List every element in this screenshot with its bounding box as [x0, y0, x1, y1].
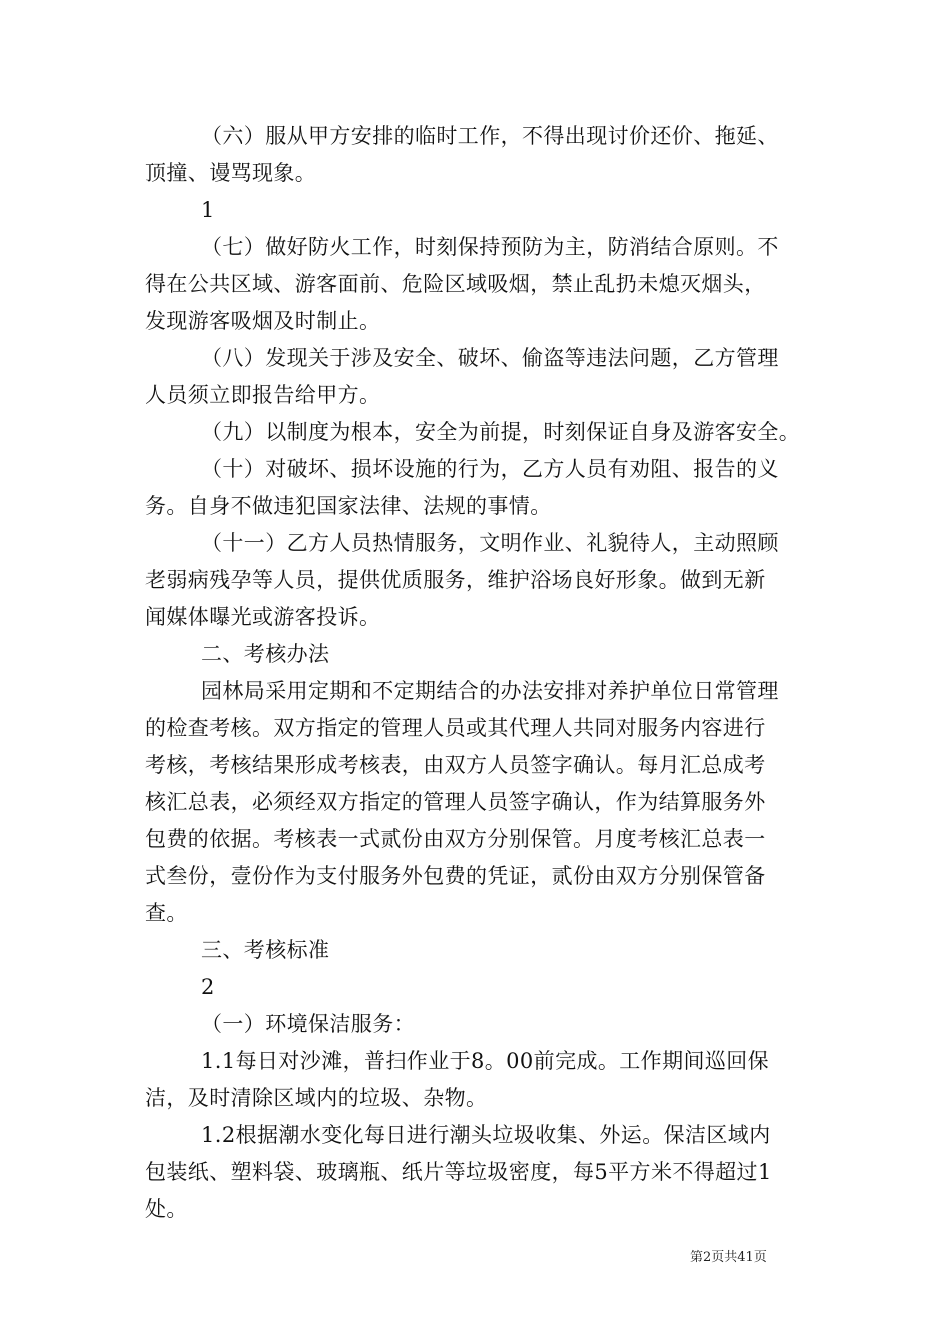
paragraph-line: 查。	[145, 901, 188, 925]
paragraph-1-2	[145, 1117, 809, 1228]
paragraph-line: 二、考核办法	[201, 642, 330, 666]
paragraph-line: 1.1每日对沙滩，普扫作业于8。00前完成。工作期间巡回保	[201, 1049, 770, 1073]
paragraph-line: 式叁份，壹份作为支付服务外包费的凭证，贰份由双方分别保管备	[145, 864, 766, 888]
paragraph-assessment-method	[145, 673, 809, 932]
paragraph-line: 洁，及时清除区域内的垃圾、杂物。	[145, 1086, 488, 1110]
paragraph-line: （十一）乙方人员热情服务，文明作业、礼貌待人，主动照顾	[201, 531, 779, 555]
paragraph-line: （六）服从甲方安排的临时工作，不得出现讨价还价、拖延、	[201, 124, 779, 148]
paragraph-line: （八）发现关于涉及安全、破坏、偷盗等违法问题，乙方管理	[201, 346, 779, 370]
page-number-marker-2	[145, 969, 809, 1006]
paragraph-line: （十）对破坏、损坏设施的行为，乙方人员有劝阻、报告的义	[201, 457, 779, 481]
paragraph-7	[145, 229, 809, 340]
paragraph-6	[145, 118, 809, 192]
paragraph-line: 得在公共区域、游客面前、危险区域吸烟，禁止乱扔未熄灭烟头，	[145, 272, 766, 296]
paragraph-line: 包装纸、塑料袋、玻璃瓶、纸片等垃圾密度，每5平方米不得超过1	[145, 1160, 772, 1184]
paragraph-line: 1.2根据潮水变化每日进行潮头垃圾收集、外运。保洁区域内	[201, 1123, 771, 1147]
paragraph-9	[145, 414, 809, 451]
paragraph-line: 处。	[145, 1197, 188, 1221]
paragraph-line: 的检查考核。双方指定的管理人员或其代理人共同对服务内容进行	[145, 716, 766, 740]
paragraph-line: 包费的依据。考核表一式贰份由双方分别保管。月度考核汇总表一	[145, 827, 766, 851]
paragraph-8	[145, 340, 809, 414]
paragraph-line: 务。自身不做违犯国家法律、法规的事情。	[145, 494, 552, 518]
section-heading-assessment-method	[145, 636, 809, 673]
paragraph-line: 闻媒体曝光或游客投诉。	[145, 605, 381, 629]
page-footer-pagination: 第2页共41页	[690, 1250, 767, 1265]
paragraph-line: 核汇总表，必须经双方指定的管理人员签字确认，作为结算服务外	[145, 790, 766, 814]
paragraph-10	[145, 451, 809, 525]
subheading-environment-cleaning	[145, 1006, 809, 1043]
paragraph-line: 发现游客吸烟及时制止。	[145, 309, 381, 333]
paragraph-line: 考核，考核结果形成考核表，由双方人员签字确认。每月汇总成考	[145, 753, 766, 777]
paragraph-line: 老弱病残孕等人员，提供优质服务，维护浴场良好形象。做到无新	[145, 568, 766, 592]
paragraph-line: （七）做好防火工作，时刻保持预防为主，防消结合原则。不	[201, 235, 779, 259]
paragraph-line: 1	[201, 198, 215, 222]
paragraph-line: （九）以制度为根本，安全为前提，时刻保证自身及游客安全。	[201, 420, 801, 444]
paragraph-line: 人员须立即报告给甲方。	[145, 383, 381, 407]
paragraph-11	[145, 525, 809, 636]
section-heading-assessment-standard	[145, 932, 809, 969]
page-number-marker-1	[145, 192, 809, 229]
paragraph-line: 2	[201, 975, 215, 999]
paragraph-line: （一）环境保洁服务：	[201, 1012, 415, 1036]
paragraph-line: 顶撞、谩骂现象。	[145, 161, 317, 185]
paragraph-line: 园林局采用定期和不定期结合的办法安排对养护单位日常管理	[201, 679, 779, 703]
paragraph-1-1	[145, 1043, 809, 1117]
paragraph-line: 三、考核标准	[201, 938, 330, 962]
